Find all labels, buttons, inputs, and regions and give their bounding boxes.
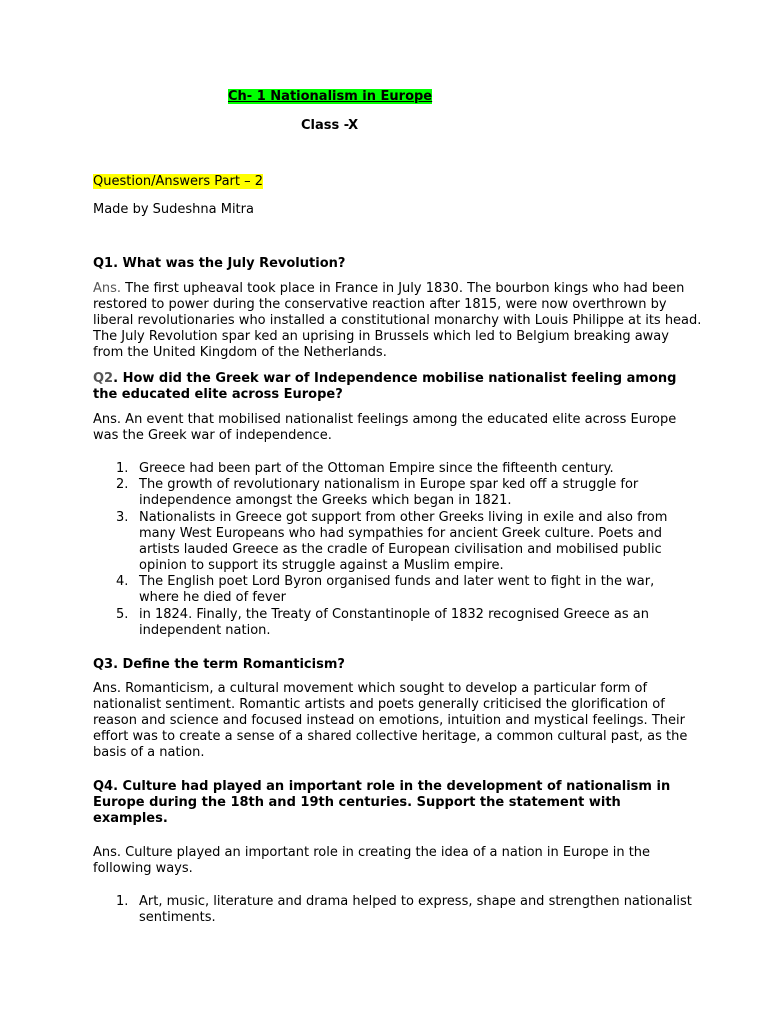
q1-ans-label: Ans.	[93, 281, 122, 296]
q2-question-line: the educated elite across Europe?	[93, 387, 343, 402]
q1-answer-text: The first upheaval took place in France in July 1830. The bourbon kings who had been	[121, 281, 685, 296]
list-item-text: The English poet Lord Byron organised funds and later went to fight in the war,	[139, 574, 655, 589]
list-item-text: many West Europeans who had sympathies for ancient Greek culture. Poets and	[139, 526, 663, 541]
list-item-text: in 1824. Finally, the Treaty of Constantinople of 1832 recognised Greece as an	[139, 607, 649, 622]
q3-answer-line: reason and science and focused instead on emotions, intuition and mystical feelings. Their	[93, 713, 685, 728]
list-item-text: The growth of revolutionary nationalism in Europe spar ked off a struggle for	[139, 477, 639, 492]
q1-question: Q1. What was the July Revolution?	[93, 256, 346, 271]
q4-answer-line: following ways.	[93, 861, 193, 876]
q2-question-text: . How did the Greek war of Independence mobilise nationalist feeling among	[113, 371, 677, 386]
q2-prefix: Q2	[93, 371, 114, 386]
q4-question-line: Q4. Culture had played an important role in the development of nationalism in	[93, 779, 671, 794]
q4-answer-line: Ans. Culture played an important role in creating the idea of a nation in Europe in the	[93, 845, 651, 860]
q3-answer-line: nationalist sentiment. Romantic artists and poets generally criticised the glorification of	[93, 697, 665, 712]
q2-answer-line: Ans. An event that mobilised nationalist feelings among the educated elite across Europe	[93, 412, 677, 427]
list-item-text: artists lauded Greece as the cradle of European civilisation and mobilised public	[139, 542, 662, 557]
list-item-text: opinion to support its struggle against a Muslim empire.	[139, 558, 504, 573]
q3-answer-line: Ans. Romanticism, a cultural movement which sought to develop a particular form of	[93, 681, 648, 696]
list-item-text: where he died of fever	[139, 590, 286, 605]
list-number: 1.	[116, 894, 129, 909]
q1-answer-line: liberal revolutionaries who installed a constitutional monarchy with Louis Philippe at its head.	[93, 313, 702, 328]
list-item-text: sentiments.	[139, 910, 216, 925]
list-item-text: independent nation.	[139, 623, 271, 638]
q2-question	[93, 371, 676, 387]
q1-answer-line: The July Revolution spar ked an uprising in Brussels which led to Belgium breaking away	[93, 329, 669, 344]
list-item-text: Art, music, literature and drama helped to express, shape and strengthen nationalist	[139, 894, 692, 909]
title-highlight: Ch- 1 Nationalism in Europe	[228, 89, 433, 104]
q1-answer-line: from the United Kingdom of the Netherlands.	[93, 345, 387, 360]
list-item-text: Greece had been part of the Ottoman Empire since the fifteenth century.	[139, 461, 614, 476]
q4-question-line: examples.	[93, 811, 168, 826]
author-line: Made by Sudeshna Mitra	[93, 202, 254, 217]
list-number: 2.	[116, 477, 129, 492]
q4-question-line: Europe during the 18th and 19th centuries. Support the statement with	[93, 795, 621, 810]
q3-answer-line: basis of a nation.	[93, 745, 205, 760]
q1-answer-line: restored to power during the conservative reaction after 1815, were now overthrown by	[93, 297, 667, 312]
q1-answer-line	[93, 281, 684, 297]
q2-answer-line: was the Greek war of independence.	[93, 428, 332, 443]
list-item-text: independence amongst the Greeks which began in 1821.	[139, 493, 512, 508]
part-highlight: Question/Answers Part – 2	[93, 174, 264, 189]
q3-question: Q3. Define the term Romanticism?	[93, 657, 345, 672]
q3-answer-line: effort was to create a sense of a shared collective heritage, a common cultural past, as the	[93, 729, 688, 744]
list-number: 1.	[116, 461, 129, 476]
list-number: 3.	[116, 510, 129, 525]
list-number: 5.	[116, 607, 129, 622]
class-subtitle: Class -X	[301, 118, 359, 133]
part-label	[93, 174, 263, 190]
document-title	[228, 89, 432, 105]
list-number: 4.	[116, 574, 129, 589]
list-item-text: Nationalists in Greece got support from other Greeks living in exile and also from	[139, 510, 668, 525]
